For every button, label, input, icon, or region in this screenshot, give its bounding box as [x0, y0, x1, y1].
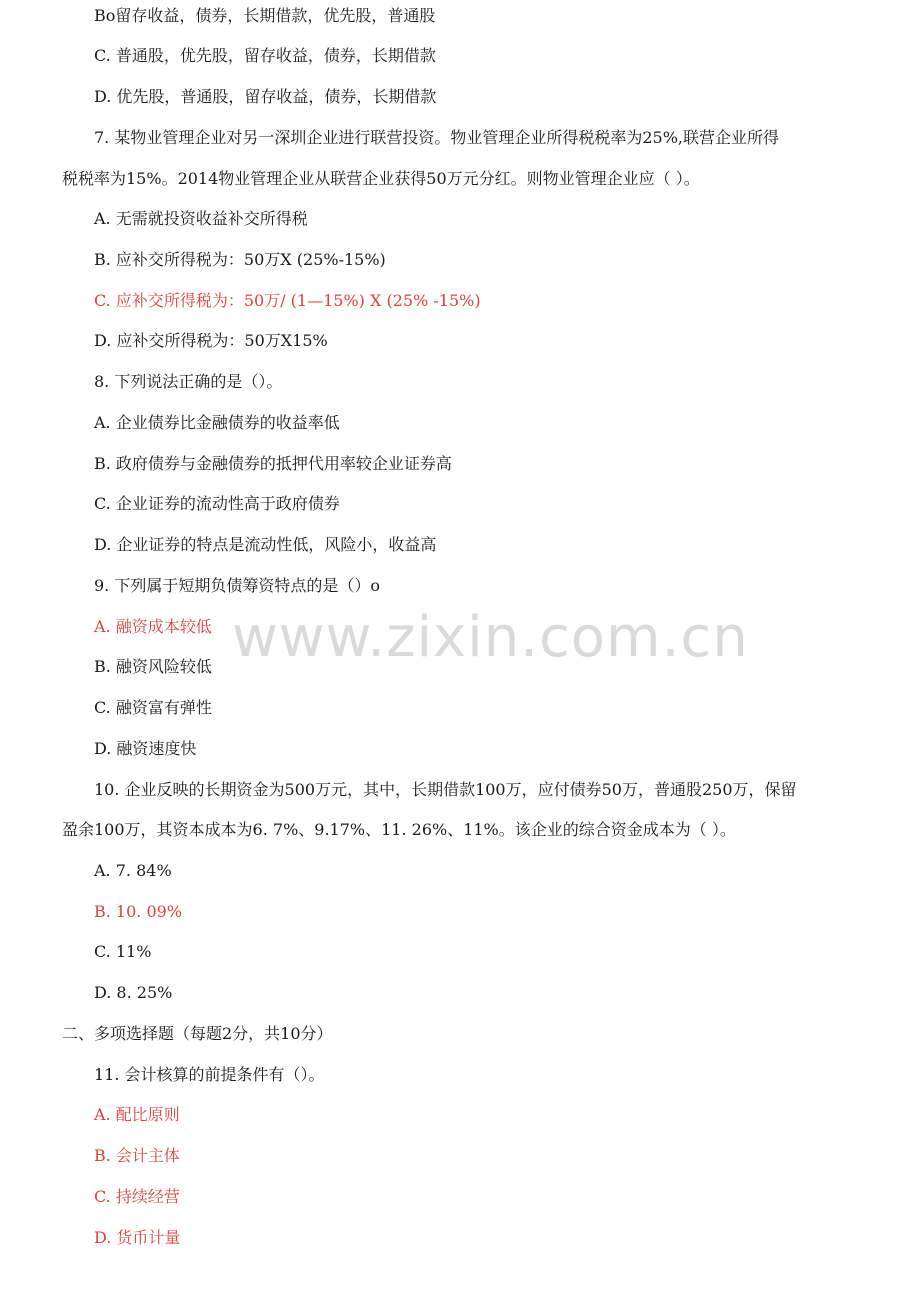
option-c-q7-answer: C. 应补交所得税为：50万/ (1—15%) X (25% -15%)	[94, 291, 481, 310]
section-heading-multiple-choice: 二、多项选择题（每题2分，共10分）	[62, 1024, 333, 1043]
option-a-q10: A. 7. 84%	[94, 861, 172, 880]
option-b-q8: B. 政府债券与金融债券的抵押代用率较企业证券高	[94, 454, 452, 473]
option-a-q7: A. 无需就投资收益补交所得税	[94, 209, 308, 228]
option-b-q10-answer: B. 10. 09%	[94, 902, 183, 921]
question-9: 9. 下列属于短期负债筹资特点的是（）o	[94, 576, 380, 595]
option-d-q8: D. 企业证券的特点是流动性低，风险小，收益高	[94, 535, 437, 554]
option-a-q9-answer: A. 融资成本较低	[94, 617, 212, 636]
question-10-line-2: 盈余100万，其资本成本为6. 7%、9.17%、11. 26%、11%。该企业的综合资金成本为（ ）。	[62, 820, 736, 839]
question-7-line-2: 税税率为15%。2014物业管理企业从联营企业获得50万元分红。则物业管理企业应（ ）。	[62, 169, 700, 188]
question-8: 8. 下列说法正确的是（）。	[94, 372, 283, 391]
option-d-q6: D. 优先股，普通股，留存收益，债券，长期借款	[94, 87, 437, 106]
question-7-line-1: 7. 某物业管理企业对另一深圳企业进行联营投资。物业管理企业所得税税率为25%,联营企业所得	[94, 128, 780, 147]
option-b-q6: Bo留存收益，债券，长期借款，优先股，普通股	[94, 6, 436, 25]
option-d-q9: D. 融资速度快	[94, 739, 197, 758]
option-c-q11-answer: C. 持续经营	[94, 1187, 180, 1206]
option-c-q10: C. 11%	[94, 942, 152, 961]
option-d-q7: D. 应补交所得税为：50万X15%	[94, 331, 328, 350]
option-a-q8: A. 企业债券比金融债券的收益率低	[94, 413, 340, 432]
option-c-q9: C. 融资富有弹性	[94, 698, 212, 717]
option-c-q8: C. 企业证券的流动性高于政府债券	[94, 494, 340, 513]
option-d-q11-answer: D. 货币计量	[94, 1228, 181, 1247]
option-c-q6: C. 普通股，优先股，留存收益，债券，长期借款	[94, 46, 436, 65]
option-a-q11-answer: A. 配比原则	[94, 1105, 180, 1124]
question-10-line-1: 10. 企业反映的长期资金为500万元，其中，长期借款100万，应付债券50万，普通股250万，保留	[94, 780, 797, 799]
option-d-q10: D. 8. 25%	[94, 983, 173, 1002]
option-b-q9: B. 融资风险较低	[94, 657, 212, 676]
option-b-q7: B. 应补交所得税为：50万X (25%-15%)	[94, 250, 386, 269]
option-b-q11-answer: B. 会计主体	[94, 1146, 180, 1165]
watermark-text: www.zixin.com.cn	[232, 605, 749, 670]
question-11: 11. 会计核算的前提条件有（）。	[94, 1065, 325, 1084]
